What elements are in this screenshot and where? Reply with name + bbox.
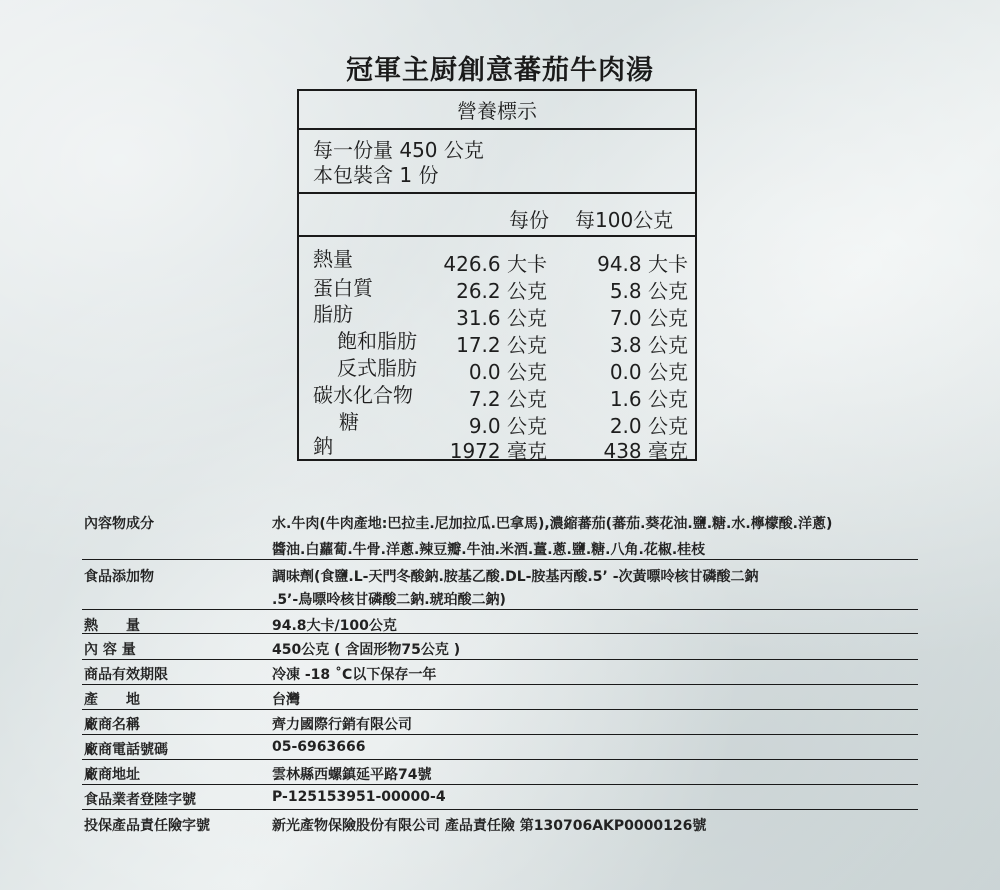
info-value: 水.牛肉(牛肉產地:巴拉圭.尼加拉瓜.巴拿馬),濃縮蕃茄(蕃茄.葵花油.鹽.糖.水.檸檬酸.洋蔥) <box>272 516 833 532</box>
info-value: 台灣 <box>272 692 300 708</box>
nutrient-name-trans-fat: 反式脂肪 <box>337 356 417 380</box>
info-label-shelf-life: 商品有效期限 <box>84 667 168 683</box>
product-title: 冠軍主厨創意蕃茄牛肉湯 <box>346 55 654 86</box>
info-label-manufacturer: 廠商名稱 <box>84 717 140 733</box>
nutrient-name-saturated-fat: 飽和脂肪 <box>337 329 417 353</box>
value-per-100g: 0.0 公克 <box>609 360 688 384</box>
nutrient-name-protein: 蛋白質 <box>313 276 373 300</box>
value-per-serving: 0.0 公克 <box>468 360 547 384</box>
value-per-serving: 1972 毫克 <box>449 439 547 463</box>
value-per-100g: 3.8 公克 <box>609 333 688 357</box>
row-divider <box>82 784 918 785</box>
divider <box>299 128 695 130</box>
info-value: 05-6963666 <box>272 739 366 755</box>
info-value: 94.8大卡/100公克 <box>272 618 397 634</box>
nutrition-facts-table <box>297 89 697 461</box>
row-divider <box>82 559 918 560</box>
info-value: 新光產物保險股份有限公司 產品責任險 第130706AKP0000126號 <box>272 818 707 834</box>
nutrient-name-energy: 熱量 <box>313 247 353 271</box>
row-divider <box>82 684 918 685</box>
info-label-origin: 產 地 <box>84 692 140 708</box>
value-per-100g: 1.6 公克 <box>609 387 688 411</box>
row-divider <box>82 659 918 660</box>
info-value: .5’-鳥嘌呤核甘磷酸二鈉.琥珀酸二鈉) <box>272 592 506 608</box>
info-label-address: 廠商地址 <box>84 767 140 783</box>
info-value: 450公克 ( 含固形物75公克 ) <box>272 642 461 658</box>
servings-per-pack: 本包裝含 1 份 <box>313 163 439 187</box>
row-divider <box>82 633 918 634</box>
info-value: 醬油.白蘿蔔.牛骨.洋蔥.辣豆瓣.牛油.米酒.薑.蔥.鹽.糖.八角.花椒.桂枝 <box>272 542 706 558</box>
col-per-100g: 每100公克 <box>575 208 674 232</box>
value-per-100g: 94.8 大卡 <box>597 252 688 276</box>
value-per-100g: 7.0 公克 <box>609 306 688 330</box>
info-label-energy: 熱 量 <box>84 618 140 634</box>
info-value: 調味劑(食鹽.L-天門冬酸鈉.胺基乙酸.DL-胺基丙酸.5’ -次黃嘌呤核甘磷酸二鈉 <box>272 569 759 585</box>
row-divider <box>82 759 918 760</box>
divider <box>299 192 695 194</box>
info-label-ingredients: 內容物成分 <box>84 516 154 532</box>
nutrition-header: 營養標示 <box>457 99 537 123</box>
value-per-serving: 17.2 公克 <box>456 333 547 357</box>
value-per-serving: 426.6 大卡 <box>443 252 547 276</box>
value-per-serving: 31.6 公克 <box>456 306 547 330</box>
info-label-net-content: 內 容 量 <box>84 642 136 658</box>
nutrient-name-sodium: 鈉 <box>313 434 333 458</box>
serving-size: 每一份量 450 公克 <box>313 138 484 162</box>
value-per-100g: 5.8 公克 <box>609 279 688 303</box>
nutrient-name-fat: 脂肪 <box>313 302 353 326</box>
col-per-serving: 每份 <box>509 208 549 232</box>
row-divider <box>82 709 918 710</box>
info-value: 雲林縣西螺鎮延平路74號 <box>272 767 432 783</box>
nutrient-name-sugar: 糖 <box>339 410 359 434</box>
row-divider <box>82 809 918 810</box>
value-per-100g: 438 毫克 <box>603 439 688 463</box>
value-per-serving: 7.2 公克 <box>468 387 547 411</box>
info-label-phone: 廠商電話號碼 <box>84 742 168 758</box>
info-label-insurance: 投保產品責任險字號 <box>84 818 210 834</box>
info-value: 冷凍 -18 ˚C以下保存一年 <box>272 667 437 683</box>
row-divider <box>82 734 918 735</box>
row-divider <box>82 609 918 610</box>
info-label-additives: 食品添加物 <box>84 569 154 585</box>
value-per-100g: 2.0 公克 <box>609 414 688 438</box>
divider <box>299 235 695 237</box>
nutrient-name-carbohydrate: 碳水化合物 <box>313 383 413 407</box>
info-value: P-125153951-00000-4 <box>272 789 446 805</box>
value-per-serving: 9.0 公克 <box>468 414 547 438</box>
info-label-registration: 食品業者登陸字號 <box>84 792 196 808</box>
info-value: 齊力國際行銷有限公司 <box>272 717 412 733</box>
value-per-serving: 26.2 公克 <box>456 279 547 303</box>
